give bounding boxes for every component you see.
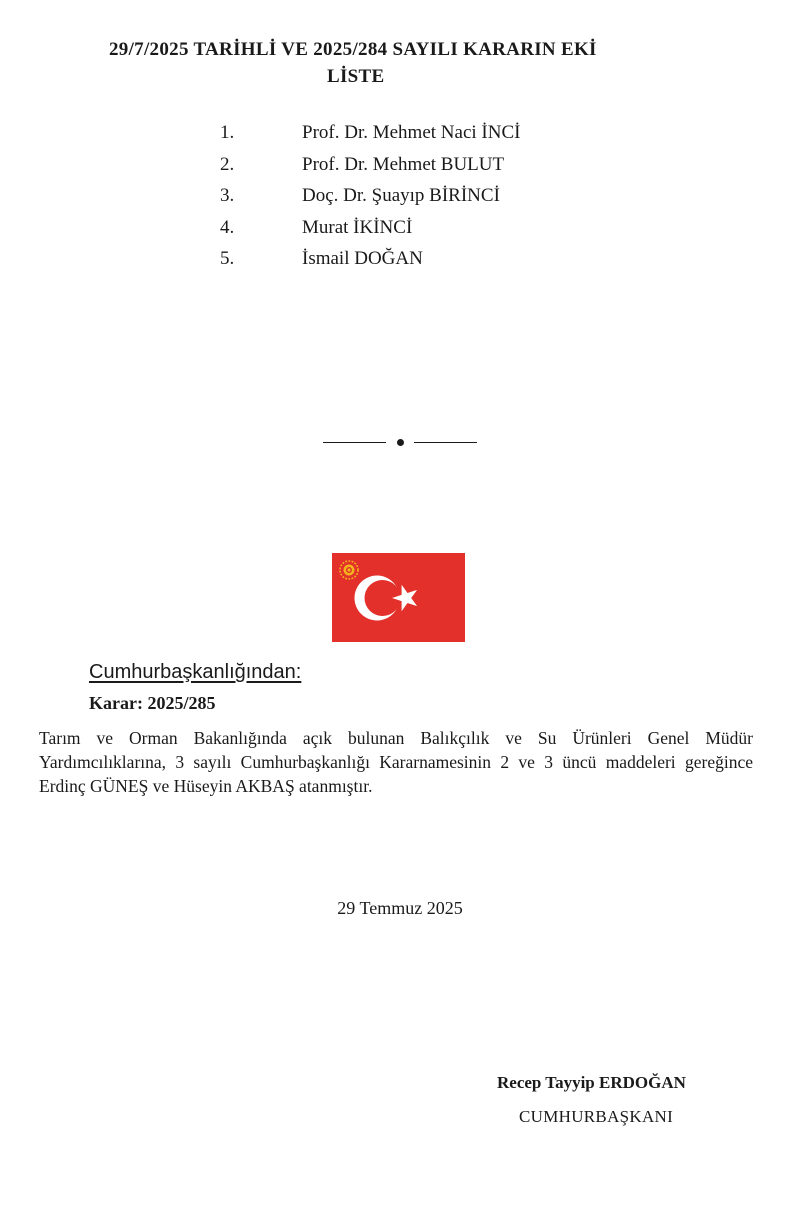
list-item-number: 3.: [220, 185, 235, 206]
signer-name: Recep Tayyip ERDOĞAN: [497, 1073, 686, 1092]
decision-text: Tarım ve Orman Bakanlığında açık bulunan Balıkçılık ve Su Ürünleri Genel Müdür Yardımcılıklarına, 3 sayılı Cumhurbaşkanlığı Kararnamesinin 2 ve 3 üncü maddeleri gereğince Erdinç GÜNEŞ ve Hüseyin AKBAŞ atanmıştır.: [39, 728, 753, 796]
signer-title: CUMHURBAŞKANI: [519, 1107, 674, 1126]
decision-date: 29 Temmuz 2025: [337, 898, 463, 918]
turkish-flag-icon: [332, 553, 465, 642]
list-item-name: Murat İKİNCİ: [302, 217, 413, 238]
list-item-name: İsmail DOĞAN: [302, 248, 423, 269]
list-item-number: 5.: [220, 248, 235, 269]
appendix-title-continued: LİSTE: [327, 66, 385, 87]
appendix-title: 29/7/2025 TARİHLİ VE 2025/284 SAYILI KARARIN EKİ: [109, 39, 597, 60]
divider-dot: [397, 439, 404, 446]
list-item-name: Prof. Dr. Mehmet Naci İNCİ: [302, 122, 521, 143]
issuer-heading: Cumhurbaşkanlığından:: [89, 661, 302, 683]
list-item-number: 4.: [220, 217, 235, 238]
section-divider: [323, 434, 477, 450]
decision-number: Karar: 2025/285: [89, 693, 216, 713]
list-item-name: Doç. Dr. Şuayıp BİRİNCİ: [302, 185, 500, 206]
list-item-name: Prof. Dr. Mehmet BULUT: [302, 154, 505, 175]
list-item-number: 2.: [220, 154, 235, 175]
list-item-number: 1.: [220, 122, 235, 143]
divider-line-left: [323, 442, 386, 443]
divider-line-right: [414, 442, 477, 443]
